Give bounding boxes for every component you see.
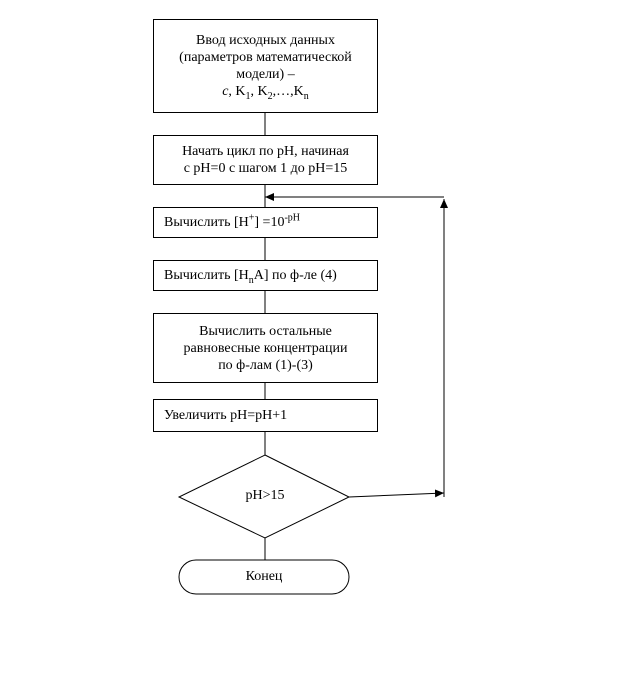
calc-rest-line-2: равновесные концентрации	[183, 340, 348, 356]
loop-box-line-1: Начать цикл по pH, начиная	[182, 144, 349, 159]
input-data-box	[153, 19, 378, 113]
loop-start-box	[153, 135, 378, 185]
calc-h-box	[153, 207, 378, 238]
calc-h-sup-exp: -pH	[284, 212, 301, 224]
calc-h-sup-plus: +	[248, 212, 255, 224]
calc-h-prefix: Вычислить [H	[164, 215, 249, 230]
calc-hna-prefix: Вычислить [H	[164, 268, 249, 283]
param-kn: K	[293, 84, 304, 99]
param-k2-sub: 2	[267, 90, 273, 102]
calc-hna-sub-n: n	[248, 274, 254, 286]
param-c: c	[222, 84, 229, 99]
calc-rest-box	[153, 313, 378, 383]
loop-back-connector-right	[349, 493, 444, 497]
loop-box-line-2: с pH=0 с шагом 1 до pH=15	[183, 161, 348, 176]
param-k1: K	[235, 84, 246, 99]
end-terminal-label: Конец	[245, 569, 283, 584]
param-dots: ,…,	[272, 84, 294, 99]
calc-h-mid: ] =10	[254, 215, 285, 230]
input-box-line-3: модели) –	[236, 67, 295, 82]
calc-hna-text	[164, 267, 337, 284]
calc-h-text	[164, 214, 300, 231]
calc-hna-box	[153, 260, 378, 291]
input-box-line-4: c, $K_1$, $K_2,\dots,K_n$	[222, 84, 309, 102]
param-k1-sub: 1	[245, 90, 251, 102]
increment-box	[153, 399, 378, 432]
input-box-line-1: Ввод исходных данных	[196, 33, 335, 48]
increment-text: Увеличить pH=pH+1	[164, 408, 288, 423]
calc-hna-suffix: A] по ф-ле (4)	[253, 268, 337, 283]
input-box-line-2: (параметров математической	[179, 50, 352, 65]
calc-rest-line-3: по ф-лам (1)-(3)	[218, 357, 313, 373]
decision-label: pH>15	[245, 488, 285, 503]
param-k2: K	[257, 84, 268, 99]
calc-rest-line-1: Вычислить остальные	[199, 323, 332, 339]
param-kn-sub: n	[303, 90, 309, 102]
